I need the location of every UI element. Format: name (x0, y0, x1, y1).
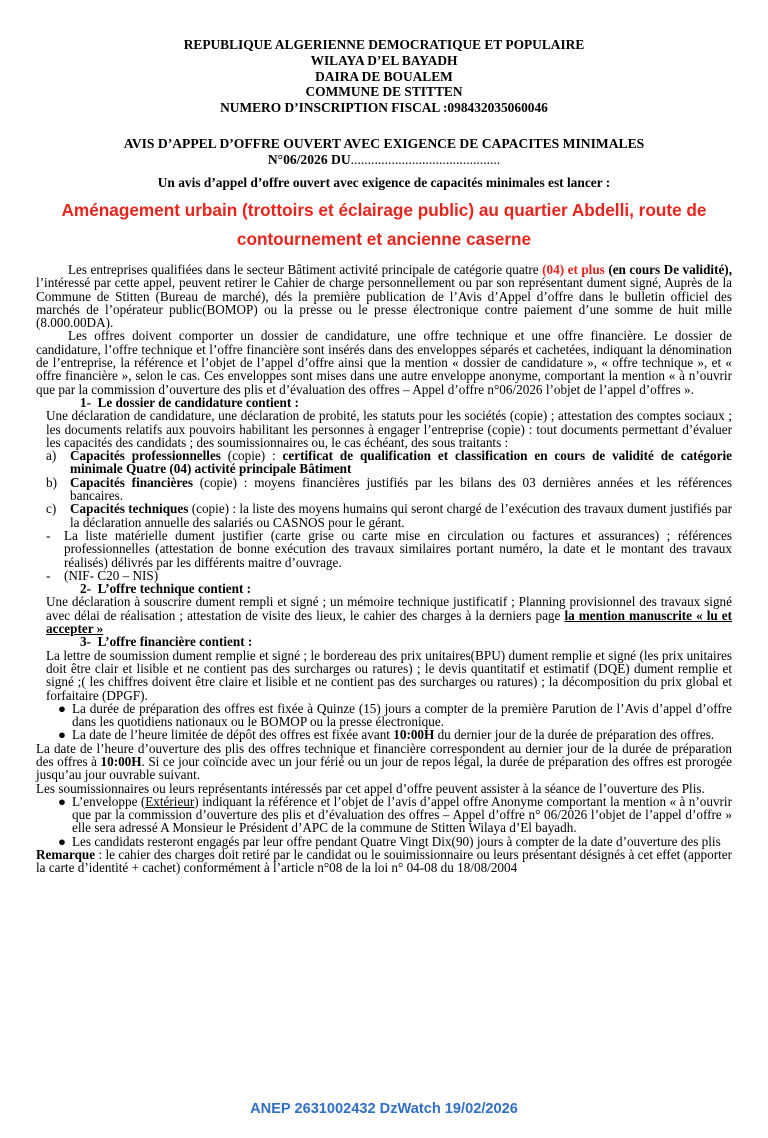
list-item-text (72, 795, 732, 835)
item-label: Capacités professionnelles (70, 448, 221, 464)
remark-label: Remarque (36, 847, 96, 863)
list-marker: c) (46, 501, 57, 517)
deadline-text-rest: du dernier jour de la durée de préparation des offres. (434, 727, 715, 743)
bullet-icon: ● (58, 793, 66, 809)
letterhead (0, 37, 768, 116)
list-item (58, 835, 732, 848)
list-item (46, 476, 732, 503)
section-3-title: L’offre financière contient : (97, 634, 253, 650)
notice-body (36, 263, 732, 875)
notice-date-blank: ............................................ (350, 151, 501, 167)
section-1-heading (36, 396, 732, 409)
list-item (58, 728, 732, 741)
paragraph-opening (36, 742, 732, 782)
list-marker: a) (46, 448, 57, 464)
bullet-icon: ● (58, 700, 66, 716)
list-item-text (70, 502, 732, 529)
bullet-icon: ● (58, 833, 66, 849)
p1-text: Les entreprises qualifiées dans le secteur Bâtiment activité principale de catégorie quatre (68, 262, 543, 277)
project-title: Aménagement urbain (trottoirs et éclairage public) au quartier Abdelli, route de contournement et ancienne caserne (61, 200, 707, 249)
section-3-number: 3- (80, 634, 91, 650)
section-3-text: La lettre de soumission dument remplie et signé ; le bordereau des prix unitaires(BPU) dument remplie et signé (les prix unitaires doit être clair et lisible et ne contient pas des surcharges ou ratures) ; le devis quantitatif et estimatif (DQE) dument remplie et signé ;( les chiffres doivent être claire et lisible et ne contient pas des surcharges ou ratures) ; la décomposition du prix global et forfaitaire (DPGF). (46, 647, 732, 703)
dash-list (36, 529, 732, 582)
item-label: Capacités financières (70, 474, 193, 490)
item-text: (copie) : la liste des moyens humains qui seront chargé de l’exécution des travaux dument justifiés par la déclaration annuelle des salariés ou CASNOS pour le gérant. (70, 501, 732, 530)
dash-marker: - (46, 527, 51, 543)
opening-text: La date de l’heure d’ouverture des plis des offres technique et financière correspondent au dernier jour de la durée de préparation des offres à (36, 740, 732, 769)
bullet-icon: ● (58, 727, 66, 743)
opening-text-rest: . Si ce jour coïncide avec un jour férié ou un jour de repos légal, la durée de préparation des offres est prorogée jusqu’au jour ouvrable suivant. (36, 753, 732, 783)
capacities-list (36, 449, 732, 529)
item-text: (copie) : (220, 448, 283, 464)
deadline-time: 10:00H (393, 727, 435, 743)
p1-category: (04) et plus (542, 262, 605, 277)
header-republic: REPUBLIQUE ALGERIENNE DEMOCRATIQUE ET POPULAIRE (183, 37, 585, 52)
envelope-exterior: Extérieur (145, 793, 195, 809)
section-3-heading (36, 635, 732, 648)
section-1-text: Une déclaration de candidature, une déclaration de probité, les statuts pour les sociétés (copie) ; attestation des comptes sociaux ; les documents relatifs aux pouvoirs habilitant les personnes à engager l’entreprise (copie) : tout documents permettant d’évaluer les capacités des candidats ; des soumissionnaires ou, le cas échéant, des sous traitants : (46, 408, 732, 450)
list-item (58, 795, 732, 835)
header-commune: COMMUNE DE STITTEN (305, 84, 463, 100)
list-item-text (72, 728, 732, 741)
list-item-text (70, 476, 732, 503)
p1-validity: (en cours De validité), (604, 262, 732, 277)
publication-reference: ANEP 2631002432 DzWatch 19/02/2026 (250, 1101, 518, 1117)
section-2-text (36, 595, 732, 635)
section-2-body: Une déclaration à souscrire dument rempli et signé ; un mémoire technique justificatif ; Planning provisionnel des travaux signé avec délai de réalisation ; attestation de visite des lieux, le cahier des charges à la derniers page (46, 594, 732, 623)
dash-marker: - (46, 567, 51, 583)
section-2-number: 2- (80, 581, 91, 597)
list-item-text: Les candidats resteront engagés par leur offre pendant Quatre Vingt Dix(90) jours à compter de la date d’ouverture des plis (72, 833, 721, 849)
item-label: Capacités techniques (70, 501, 189, 517)
list-item (46, 502, 732, 529)
header-fiscal-number: NUMERO D’INSCRIPTION FISCAL :098432035060046 (220, 100, 548, 116)
envelope-bullets (36, 795, 732, 848)
item-text: (copie) : moyens financières justifiés par les bilans des 03 dernières années et les références bancaires. (70, 474, 732, 504)
deadline-text: La date de l’heure limitée de dépôt des offres est fixée avant (72, 727, 394, 743)
notice-number (0, 152, 768, 168)
handwritten-mention: la mention manuscrite « lu et accepter » (46, 607, 733, 637)
list-item (46, 529, 732, 569)
list-marker: b) (46, 474, 57, 490)
paragraph-eligibility (36, 263, 732, 329)
list-item-text (70, 449, 732, 476)
envelope-text-rest: ) indiquant la référence et l’objet de l’avis d’appel offre Anonyme comportant la mention « à n’ouvrir que par la commission d’ouverture des plis et d’évaluation des offres – Appel d’offre n° 06/2026 l’objet de l’appel d’offre » elle sera adressé A Monsieur le Président d’APC de la commune de Stitten Wilaya d’El bayadh. (72, 793, 732, 836)
remark-text: : le cahier des charges doit retiré par le candidat ou le souimissionnaire ou leurs présentant désignés à cet effet (apporter la carte d’identité + cachet) conformément à l’article n°08 de la loi n° 04-08 du 18/08/2004 (36, 847, 732, 876)
section-1-title: Le dossier de candidature contient : (97, 394, 299, 410)
paragraph-attendance: Les soumissionnaires ou leurs représentants intéressés par cet appel d’offre peuvent assister à la séance de l’ouverture des Plis. (36, 780, 705, 796)
list-item-text: La liste matérielle dument justifier (carte grise ou carte mise en circulation ou factures et assurances) ; références professionnelles (attestation de bonne exécution des travaux similaires portant numéro, la date et le montant des travaux réalisés) délivrés par les différents maitre d’ouvrage. (64, 527, 732, 570)
p1-text-rest: l’intéressé par cette appel, peuvent retirer le Cahier de charge personnellement ou par son représentant dument signé, Auprès de la Commune de Stitten (Bureau de marché), dés la première publication de l’Avis d’Appel d’offre dans le bulletin officiel des marchés de l’opérateur public(BOMOP) ou la presse ou le presse électronique contre paiement d’une somme de huit mille (8.000.00DA). (36, 275, 732, 331)
list-item (58, 702, 732, 729)
list-item (46, 569, 732, 582)
remark (36, 848, 732, 875)
item-certificate: certificat de qualification et classification en cours de validité de catégorie minimale Quatre (04) activité principale Bâtiment (70, 448, 732, 477)
notice-number-text: N°06/2026 DU (267, 151, 351, 167)
list-item-text: (NIF- C20 – NIS) (64, 567, 159, 583)
list-item (46, 449, 732, 476)
section-2-heading (36, 582, 732, 595)
notice-title (0, 136, 768, 168)
section-1-number: 1- (80, 394, 91, 410)
header-wilaya: WILAYA D’EL BAYADH (310, 52, 458, 68)
deadline-bullets (36, 702, 732, 742)
intro-sentence: Un avis d’appel d’offre ouvert avec exigence de capacités minimales est lancer : (157, 175, 611, 190)
opening-time: 10:00H (100, 753, 142, 769)
paragraph-offers: Les offres doivent comporter un dossier de candidature, une offre technique et une offre financière. Le dossier de candidature, l’offre technique et l’offre financière sont insérés dans des enveloppes séparés et cachetées, indiquant la dénomination de l’entreprise, la référence et l’objet de l’appel d’offre ainsi que la mention « dossier de candidature », « offre technique », et « offre financière », selon le cas. Ces enveloppes sont mises dans une autre enveloppe anonyme, comportant la mention « à n’ouvrir que par la commission d’ouverture des plis et d’évaluation des offres – Appel d’offre n°06/2026 l’objet de l’appel d’offres ». (36, 328, 732, 397)
header-daira: DAIRA DE BOUALEM (315, 68, 453, 84)
list-item-text: La durée de préparation des offres est fixée à Quinze (15) jours a compter de la première Parution de l’Avis d’appel d’offre dans les quotidiens nationaux ou le BOMOP ou la presse électronique. (72, 700, 732, 730)
notice-title-line: AVIS D’APPEL D’OFFRE OUVERT AVEC EXIGENCE DE CAPACITES MINIMALES (123, 136, 645, 151)
envelope-text: L’enveloppe ( (72, 793, 146, 809)
section-2-title: L’offre technique contient : (97, 581, 252, 597)
